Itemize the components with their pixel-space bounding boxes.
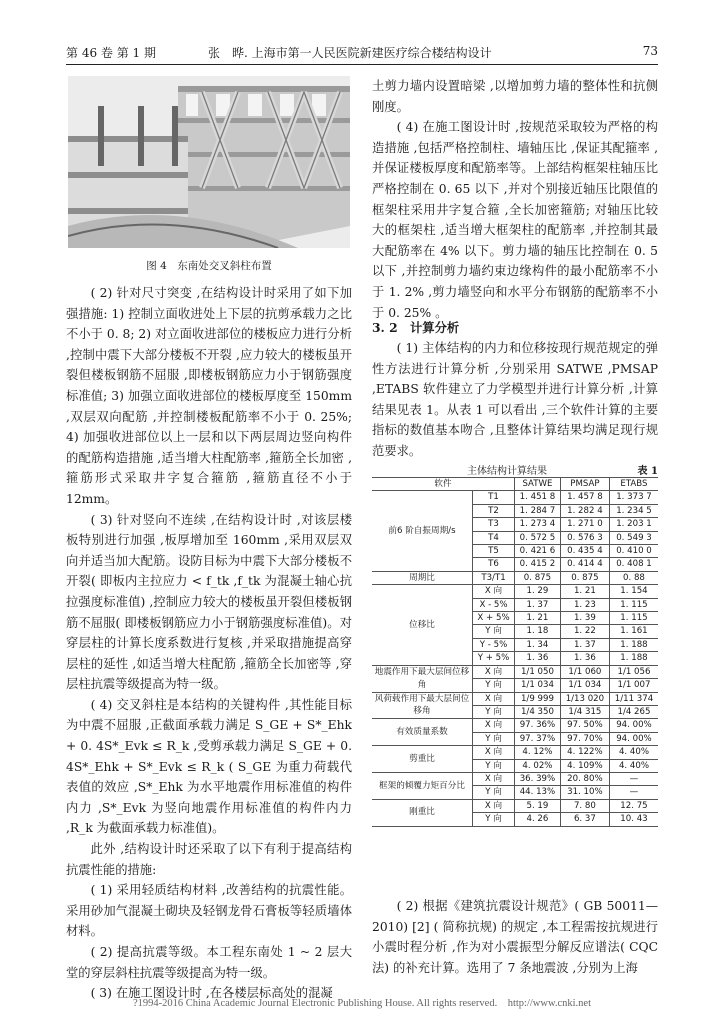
row-group-label: 位移比	[372, 585, 473, 665]
header-cell: SATWE	[515, 478, 561, 491]
table-row	[372, 772, 658, 785]
row-sub-label: Y 向	[473, 625, 515, 638]
value-cell: 1. 161	[609, 625, 658, 638]
value-cell: 4. 40%	[609, 746, 658, 759]
row-sub-label: X + 5%	[473, 612, 515, 625]
row-sub-label: T3	[473, 518, 515, 531]
row-sub-label: T3/T1	[473, 571, 515, 584]
value-cell: 1. 373 7	[609, 491, 658, 504]
row-sub-label: Y - 5%	[473, 638, 515, 651]
row-sub-label: X 向	[473, 719, 515, 732]
value-cell: 1. 36	[560, 652, 609, 665]
value-cell: 0. 576 3	[560, 531, 609, 544]
value-cell: 7. 80	[560, 799, 609, 812]
table-row	[372, 799, 658, 812]
paragraph: ( 4) 在施工图设计时 ,按规范采取较为严格的构造措施 ,包括严格控制柱、墙轴压比 ,保证其配箍率 ,并保证楼板厚度和配筋率等。上部结构框架柱轴压比严格控制在 0. 65 以下 ,并对个别接近轴压比限值的框架柱采用井字复合箍 ,全长加密箍筋; 对轴压比较大的框架柱 ,适当增大框架柱的配筋率 ,并控制其最大配筋率在 4% 以下。剪力墙的轴压比控制在 0. 5 以下 ,并控制剪力墙约束边缘构件的最小配筋率不小于 1. 2% ,剪力墙竖向和水平分布钢筋的配筋率不小于 0. 25% 。	[372, 120, 658, 320]
value-cell: 10. 43	[609, 813, 658, 826]
running-title: 张 晔. 上海市第一人民医院新建医疗综合楼结构设计	[208, 46, 492, 60]
value-cell: 0. 410 0	[609, 545, 658, 558]
row-sub-label: T2	[473, 504, 515, 517]
value-cell: 1. 18	[515, 625, 561, 638]
value-cell: 20. 80%	[560, 772, 609, 785]
row-sub-label: T1	[473, 491, 515, 504]
right-column-mid	[372, 338, 658, 462]
header-cell: PMSAP	[560, 478, 609, 491]
right-column-bottom	[372, 896, 658, 978]
value-cell: 1. 282 4	[560, 504, 609, 517]
value-cell: 1. 271 0	[560, 518, 609, 531]
paragraph: ( 1) 采用轻质结构材料 ,改善结构的抗震性能。采用砂加气混凝土砌块及轻钢龙骨石膏板等轻质墙体材料。	[66, 883, 352, 939]
value-cell: 44. 13%	[515, 786, 561, 799]
value-cell: 1. 36	[515, 652, 561, 665]
value-cell: 1/1 060	[560, 665, 609, 678]
row-sub-label: T6	[473, 558, 515, 571]
value-cell: 0. 88	[609, 571, 658, 584]
row-sub-label: Y + 5%	[473, 652, 515, 665]
value-cell: 4. 26	[515, 813, 561, 826]
value-cell: 1. 37	[560, 638, 609, 651]
value-cell: 1/4 350	[515, 705, 561, 718]
value-cell: 97. 37%	[515, 732, 561, 745]
value-cell: 1. 188	[609, 638, 658, 651]
value-cell: 1/11 374	[609, 692, 658, 705]
table-number: 表 1	[637, 466, 658, 477]
value-cell: 1. 273 4	[515, 518, 561, 531]
value-cell: 1. 21	[560, 585, 609, 598]
value-cell: 0. 408 1	[609, 558, 658, 571]
value-cell: 1/13 020	[560, 692, 609, 705]
table-row	[372, 585, 658, 598]
value-cell: 4. 40%	[609, 759, 658, 772]
table-row	[372, 719, 658, 732]
row-sub-label: X 向	[473, 746, 515, 759]
table-row	[372, 491, 658, 504]
row-sub-label: Y 向	[473, 786, 515, 799]
value-cell: 97. 70%	[560, 732, 609, 745]
row-sub-label: Y 向	[473, 732, 515, 745]
section-heading: 3. 2 计算分析	[372, 320, 460, 335]
value-cell: 1. 188	[609, 652, 658, 665]
row-sub-label: Y 向	[473, 813, 515, 826]
copyright-footer: ?1994-2016 China Academic Journal Electronic Publishing House. All rights reserved. http://www.cnki.net	[132, 998, 592, 1009]
value-cell: 1/1 056	[609, 665, 658, 678]
value-cell: 1. 284 7	[515, 504, 561, 517]
value-cell: 1. 22	[560, 625, 609, 638]
value-cell: 1. 21	[515, 612, 561, 625]
volume-issue: 第 46 卷 第 1 期	[66, 46, 156, 60]
table-row	[372, 665, 658, 678]
row-group-label: 刚重比	[372, 799, 473, 826]
paragraph: ( 4) 交叉斜柱是本结构的关键构件 ,其性能目标为中震不屈服 ,正截面承载力满足 S_GE + S*_Ehk + 0. 4S*_Evk ≤ R_k ,受剪承载力满足 S_GE + 0. 4S*_Ehk + S*_Evk ≤ R_k ( S_GE 为重力荷载代表值的效应 ,S*_Ehk 为水平地震作用标准值的构件内力 ,S*_Evk 为竖向地震作用标准值的构件内力 ,R_k 为截面承载力标准值)。	[66, 697, 352, 836]
running-header	[66, 44, 658, 62]
value-cell: 4. 12%	[515, 746, 561, 759]
value-cell: 0. 414 4	[560, 558, 609, 571]
value-cell: 1/4 265	[609, 705, 658, 718]
paragraph: ( 2) 提高抗震等级。本工程东南处 1 ~ 2 层大堂的穿层斜柱抗震等级提高为特一级。	[66, 945, 352, 980]
row-sub-label: X 向	[473, 799, 515, 812]
table-title: 主体结构计算结果	[467, 466, 547, 477]
row-group-label: 风荷载作用下最大层间位移角	[372, 692, 473, 719]
value-cell: 31. 10%	[560, 786, 609, 799]
header-cell: ETABS	[609, 478, 658, 491]
value-cell: 1/9 999	[515, 692, 561, 705]
value-cell: 0. 435 4	[560, 545, 609, 558]
row-sub-label: X 向	[473, 692, 515, 705]
header-cell: 软件	[372, 478, 515, 491]
cross-columns-illustration	[68, 76, 350, 248]
value-cell: 4. 109%	[560, 759, 609, 772]
value-cell: 1. 457 8	[560, 491, 609, 504]
value-cell: 1. 37	[515, 598, 561, 611]
row-sub-label: X 向	[473, 585, 515, 598]
header-rule	[66, 64, 658, 65]
row-group-label: 周期比	[372, 571, 473, 584]
value-cell: 1/1 007	[609, 679, 658, 692]
paragraph: 土剪力墙内设置暗梁 ,以增加剪力墙的整体性和抗侧刚度。	[372, 79, 658, 114]
paragraph: 此外 ,结构设计时还采取了以下有利于提高结构抗震性能的措施:	[66, 842, 352, 877]
row-group-label: 框架的倾覆力矩百分比	[372, 772, 473, 799]
row-sub-label: Y 向	[473, 679, 515, 692]
value-cell: 6. 37	[560, 813, 609, 826]
row-sub-label: T5	[473, 545, 515, 558]
paragraph: ( 1) 主体结构的内力和位移按现行规范规定的弹性方法进行计算分析 ,分别采用 SATWE ,PMSAP ,ETABS 软件建立了力学模型并进行计算分析 ,计算结果见表 1。从表 1 可以看出 ,三个软件计算的主要指标的数值基本吻合 ,且整体计算结果均满足现行规范要求。	[372, 341, 658, 458]
value-cell: 97. 50%	[560, 719, 609, 732]
paragraph: ( 3) 针对竖向不连续 ,在结构设计时 ,对该层楼板特别进行加强 ,板厚增加至 160mm ,采用双层双向并适当加大配筋。设防目标为中震下大部分楼板不开裂( 即板内主拉应力 < f_tk ,f_tk 为混凝土轴心抗拉强度标准值) ,控制应力较大的楼板虽开裂但楼板钢筋不屈服( 即楼板钢筋应力小于钢筋强度标准值)。对穿层柱的计算长度系数进行复核 ,并采取措施提高穿层柱的延性 ,如适当增大柱配筋 ,箍筋全长加密等 ,穿层柱抗震等级提高为特一级。	[66, 512, 352, 692]
value-cell: 0. 549 3	[609, 531, 658, 544]
row-sub-label: X 向	[473, 665, 515, 678]
table-row	[372, 746, 658, 759]
value-cell: 97. 36%	[515, 719, 561, 732]
row-sub-label: T4	[473, 531, 515, 544]
row-sub-label: X - 5%	[473, 598, 515, 611]
table-row	[372, 571, 658, 584]
value-cell: 36. 39%	[515, 772, 561, 785]
value-cell: —	[609, 772, 658, 785]
value-cell: 1. 115	[609, 598, 658, 611]
figure-4-structure-render	[68, 76, 350, 248]
value-cell: 1/4 315	[560, 705, 609, 718]
value-cell: 1/1 050	[515, 665, 561, 678]
left-column	[66, 283, 352, 1004]
value-cell: 1. 115	[609, 612, 658, 625]
table-header-row	[372, 478, 658, 491]
row-group-label: 前6 阶自振周期/s	[372, 491, 473, 571]
value-cell: 1/1 034	[560, 679, 609, 692]
page-number: 73	[642, 44, 658, 58]
row-sub-label: Y 向	[473, 759, 515, 772]
value-cell: 0. 875	[560, 571, 609, 584]
row-sub-label: Y 向	[473, 705, 515, 718]
value-cell: 1. 39	[560, 612, 609, 625]
figure-caption: 图 4 东南处交叉斜柱布置	[146, 260, 272, 272]
value-cell: 1/1 034	[515, 679, 561, 692]
value-cell: 0. 421 6	[515, 545, 561, 558]
row-group-label: 有效质量系数	[372, 719, 473, 746]
value-cell: 1. 234 5	[609, 504, 658, 517]
value-cell: 1. 203 1	[609, 518, 658, 531]
row-sub-label: X 向	[473, 772, 515, 785]
value-cell: 94. 00%	[609, 719, 658, 732]
value-cell: 0. 875	[515, 571, 561, 584]
value-cell: 94. 00%	[609, 732, 658, 745]
value-cell: 1. 23	[560, 598, 609, 611]
results-table	[372, 477, 658, 827]
right-column-top	[372, 76, 658, 323]
paragraph: ( 3) 在施工图设计时 ,在各楼层标高处的混凝	[90, 986, 333, 1001]
value-cell: 5. 19	[515, 799, 561, 812]
paragraph: ( 2) 针对尺寸突变 ,在结构设计时采用了如下加强措施: 1) 控制立面收进处上下层的抗剪承载力之比不小于 0. 8; 2) 对立面收进部位的楼板应力进行分析 ,控制中震下大部分楼板不开裂 ,应力较大的楼板虽开裂但楼板钢筋不屈服 ,即楼板钢筋应力小于钢筋强度标准值; 3) 加强立面收进部位的楼板厚度至 150mm ,双层双向配筋 ,并控制楼板配筋率不小于 0. 25%; 4) 加强收进部位以上一层和以下两层周边竖向构件的配筋构造措施 ,适当增大柱配筋率 ,箍筋全长加密 ,箍筋形式采取井字复合箍筋 ,箍筋直径不小于 12mm。	[66, 286, 352, 506]
value-cell: 4. 02%	[515, 759, 561, 772]
table-row	[372, 692, 658, 705]
value-cell: 0. 415 2	[515, 558, 561, 571]
value-cell: —	[609, 786, 658, 799]
value-cell: 0. 572 5	[515, 531, 561, 544]
row-group-label: 地震作用下最大层间位移角	[372, 665, 473, 692]
value-cell: 12. 75	[609, 799, 658, 812]
value-cell: 1. 154	[609, 585, 658, 598]
row-group-label: 剪重比	[372, 746, 473, 773]
value-cell: 4. 122%	[560, 746, 609, 759]
value-cell: 1. 451 8	[515, 491, 561, 504]
value-cell: 1. 34	[515, 638, 561, 651]
value-cell: 1. 29	[515, 585, 561, 598]
paragraph: ( 2) 根据《建筑抗震设计规范》( GB 50011—2010) [2] ( 简称抗规) 的规定 ,本工程需按抗规进行小震时程分析 ,作为对小震振型分解反应谱法( CQC 法) 的补充计算。选用了 7 条地震波 ,分别为上海	[372, 899, 658, 975]
